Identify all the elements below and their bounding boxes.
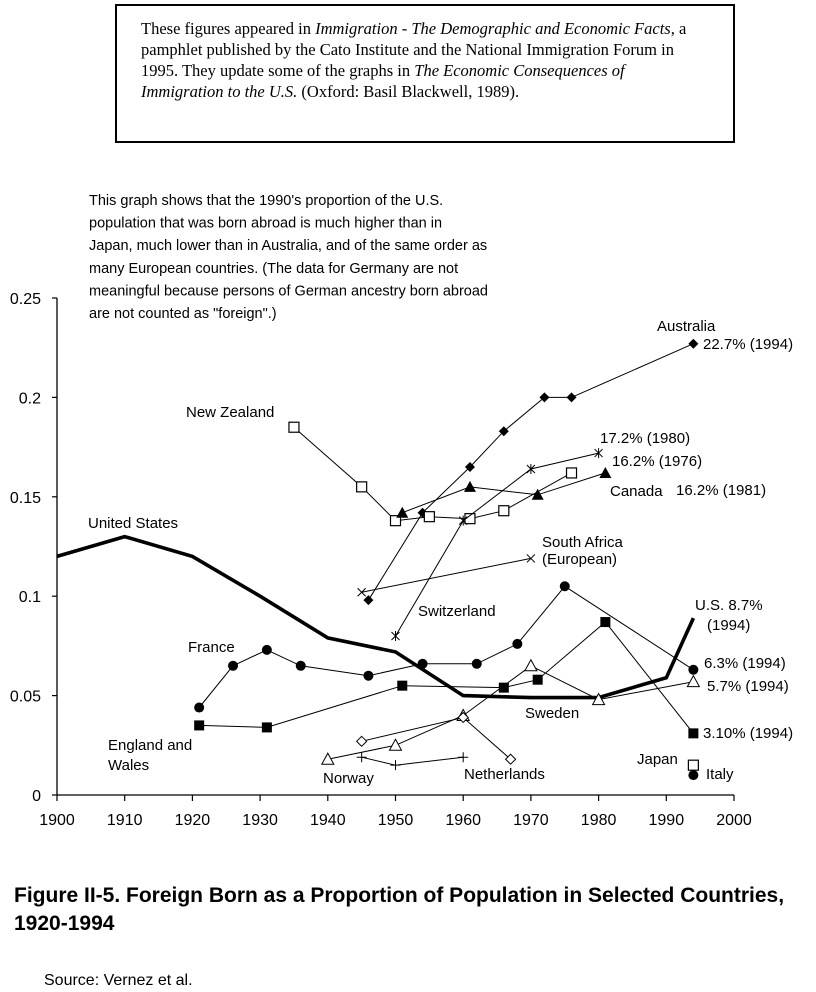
data-point xyxy=(688,339,698,349)
data-point xyxy=(527,464,535,474)
data-point xyxy=(390,739,402,750)
y-tick-label: 0.15 xyxy=(9,489,41,507)
data-point xyxy=(358,588,366,596)
data-point xyxy=(194,703,204,713)
data-point xyxy=(357,736,367,746)
data-point xyxy=(527,554,535,562)
data-point xyxy=(599,467,611,478)
label-england: England and xyxy=(108,737,193,754)
annotation-line: This graph shows that the 1990's proportion of the U.S. xyxy=(89,193,444,209)
x-tick-label: 1960 xyxy=(445,812,481,829)
chart-annotation xyxy=(89,193,488,322)
label-switzerland: Switzerland xyxy=(418,603,496,620)
label-switzerland-value: 17.2% (1980) xyxy=(600,430,691,447)
series-new-zealand xyxy=(289,422,577,525)
label-italy: Italy xyxy=(706,766,734,783)
label-wales: Wales xyxy=(108,757,150,774)
data-point xyxy=(600,617,610,627)
label-sweden: Sweden xyxy=(525,705,580,722)
data-point xyxy=(262,645,272,655)
data-point xyxy=(512,639,522,649)
label-canada-value: 16.2% (1981) xyxy=(676,482,767,499)
label-australia: Australia xyxy=(657,318,716,335)
y-tick-label: 0.25 xyxy=(9,291,41,308)
data-point xyxy=(296,661,306,671)
data-point xyxy=(228,661,238,671)
data-point xyxy=(560,581,570,591)
data-point xyxy=(392,631,400,641)
data-point xyxy=(363,595,373,605)
data-point xyxy=(688,760,698,770)
y-tick-label: 0.2 xyxy=(18,390,41,408)
label-australia-value: 22.7% (1994) xyxy=(703,336,794,353)
chart-labels xyxy=(88,318,793,787)
series-line xyxy=(362,558,531,592)
label-south-africa: South Africa xyxy=(542,534,623,551)
data-point xyxy=(357,482,367,492)
data-point xyxy=(688,728,698,738)
series-italy xyxy=(688,770,698,780)
x-tick-label: 1970 xyxy=(513,812,549,829)
annotation-line: population that was born abroad is much higher than in xyxy=(89,215,443,232)
label-new-zealand: New Zealand xyxy=(186,404,275,421)
x-tick-label: 1920 xyxy=(174,812,211,829)
source-note: Source: Vernez et al. xyxy=(44,972,193,989)
data-point xyxy=(418,659,428,669)
data-point xyxy=(687,676,699,687)
y-tick-label: 0.05 xyxy=(9,688,41,706)
data-point xyxy=(363,671,373,681)
label-nz-value: 16.2% (1976) xyxy=(612,453,703,470)
label-france-value: 6.3% (1994) xyxy=(704,655,786,672)
data-point xyxy=(464,481,476,492)
data-point xyxy=(262,722,272,732)
note-text-3: (Oxford: Basil Blackwell, 1989). xyxy=(297,82,520,101)
x-tick-label: 2000 xyxy=(716,812,752,829)
data-point xyxy=(688,770,698,780)
data-point xyxy=(289,422,299,432)
series-line xyxy=(328,666,694,759)
figure-title: Figure II-5. Foreign Born as a Proportion of Population in Selected Countries, 1920-1994 xyxy=(14,884,785,935)
series-japan xyxy=(688,760,698,770)
data-point xyxy=(397,681,407,691)
x-tick-label: 1900 xyxy=(39,812,75,829)
data-point xyxy=(472,659,482,669)
note-text-1: These figures appeared in xyxy=(141,19,316,38)
data-point xyxy=(194,720,204,730)
x-tick-label: 1990 xyxy=(648,812,685,829)
data-point xyxy=(525,660,537,671)
data-point xyxy=(533,675,543,685)
data-point xyxy=(458,752,468,762)
label-united-states: United States xyxy=(88,515,179,532)
label-us-year: (1994) xyxy=(707,617,751,634)
label-netherlands: Netherlands xyxy=(464,766,545,783)
label-japan: Japan xyxy=(637,751,678,768)
x-tick-label: 1940 xyxy=(310,812,346,829)
annotation-line: meaningful because persons of German ancestry born abroad xyxy=(89,283,488,300)
series-line xyxy=(199,622,693,733)
data-point xyxy=(595,448,603,458)
x-tick-label: 1950 xyxy=(377,812,414,829)
label-sweden-value: 5.7% (1994) xyxy=(707,678,789,695)
data-point xyxy=(567,468,577,478)
x-tick-label: 1980 xyxy=(580,812,617,829)
series-line xyxy=(294,427,572,521)
y-tick-label: 0 xyxy=(32,788,41,805)
series-line xyxy=(362,757,464,765)
label-england-value: 3.10% (1994) xyxy=(703,725,794,742)
data-point xyxy=(396,507,408,518)
label-canada: Canada xyxy=(610,483,663,500)
annotation-line: Japan, much lower than in Australia, and of the same order as xyxy=(89,238,488,255)
y-tick-label: 0.1 xyxy=(18,589,41,607)
note-title-2: The Economic Consequences of Immigration to the U.S. xyxy=(141,61,625,101)
annotation-line: many European countries. (The data for Germany are not xyxy=(89,260,459,277)
series-norway xyxy=(357,752,469,770)
x-tick-label: 1910 xyxy=(106,812,143,829)
series-sweden xyxy=(322,660,700,764)
note-text-2: , a pamphlet published by the Cato Institute and the National Immigration Forum in 1995. They update some of the graphs in xyxy=(141,19,687,80)
series-netherlands xyxy=(357,712,516,764)
data-point xyxy=(688,665,698,675)
label-south-africa-european: (European) xyxy=(542,551,618,568)
note-title-1: Immigration - The Demographic and Economic Facts xyxy=(315,19,671,38)
data-point xyxy=(499,506,509,516)
data-point xyxy=(391,760,401,770)
series-line xyxy=(362,718,511,760)
data-point xyxy=(567,392,577,402)
label-france: France xyxy=(188,639,235,656)
annotation-line: are not counted as "foreign".) xyxy=(89,306,277,322)
data-point xyxy=(357,752,367,762)
series-england-and-wales xyxy=(194,617,698,738)
label-us-value: U.S. 8.7% xyxy=(695,597,763,614)
label-norway: Norway xyxy=(323,770,374,787)
x-tick-label: 1930 xyxy=(242,812,278,829)
data-point xyxy=(424,512,434,522)
